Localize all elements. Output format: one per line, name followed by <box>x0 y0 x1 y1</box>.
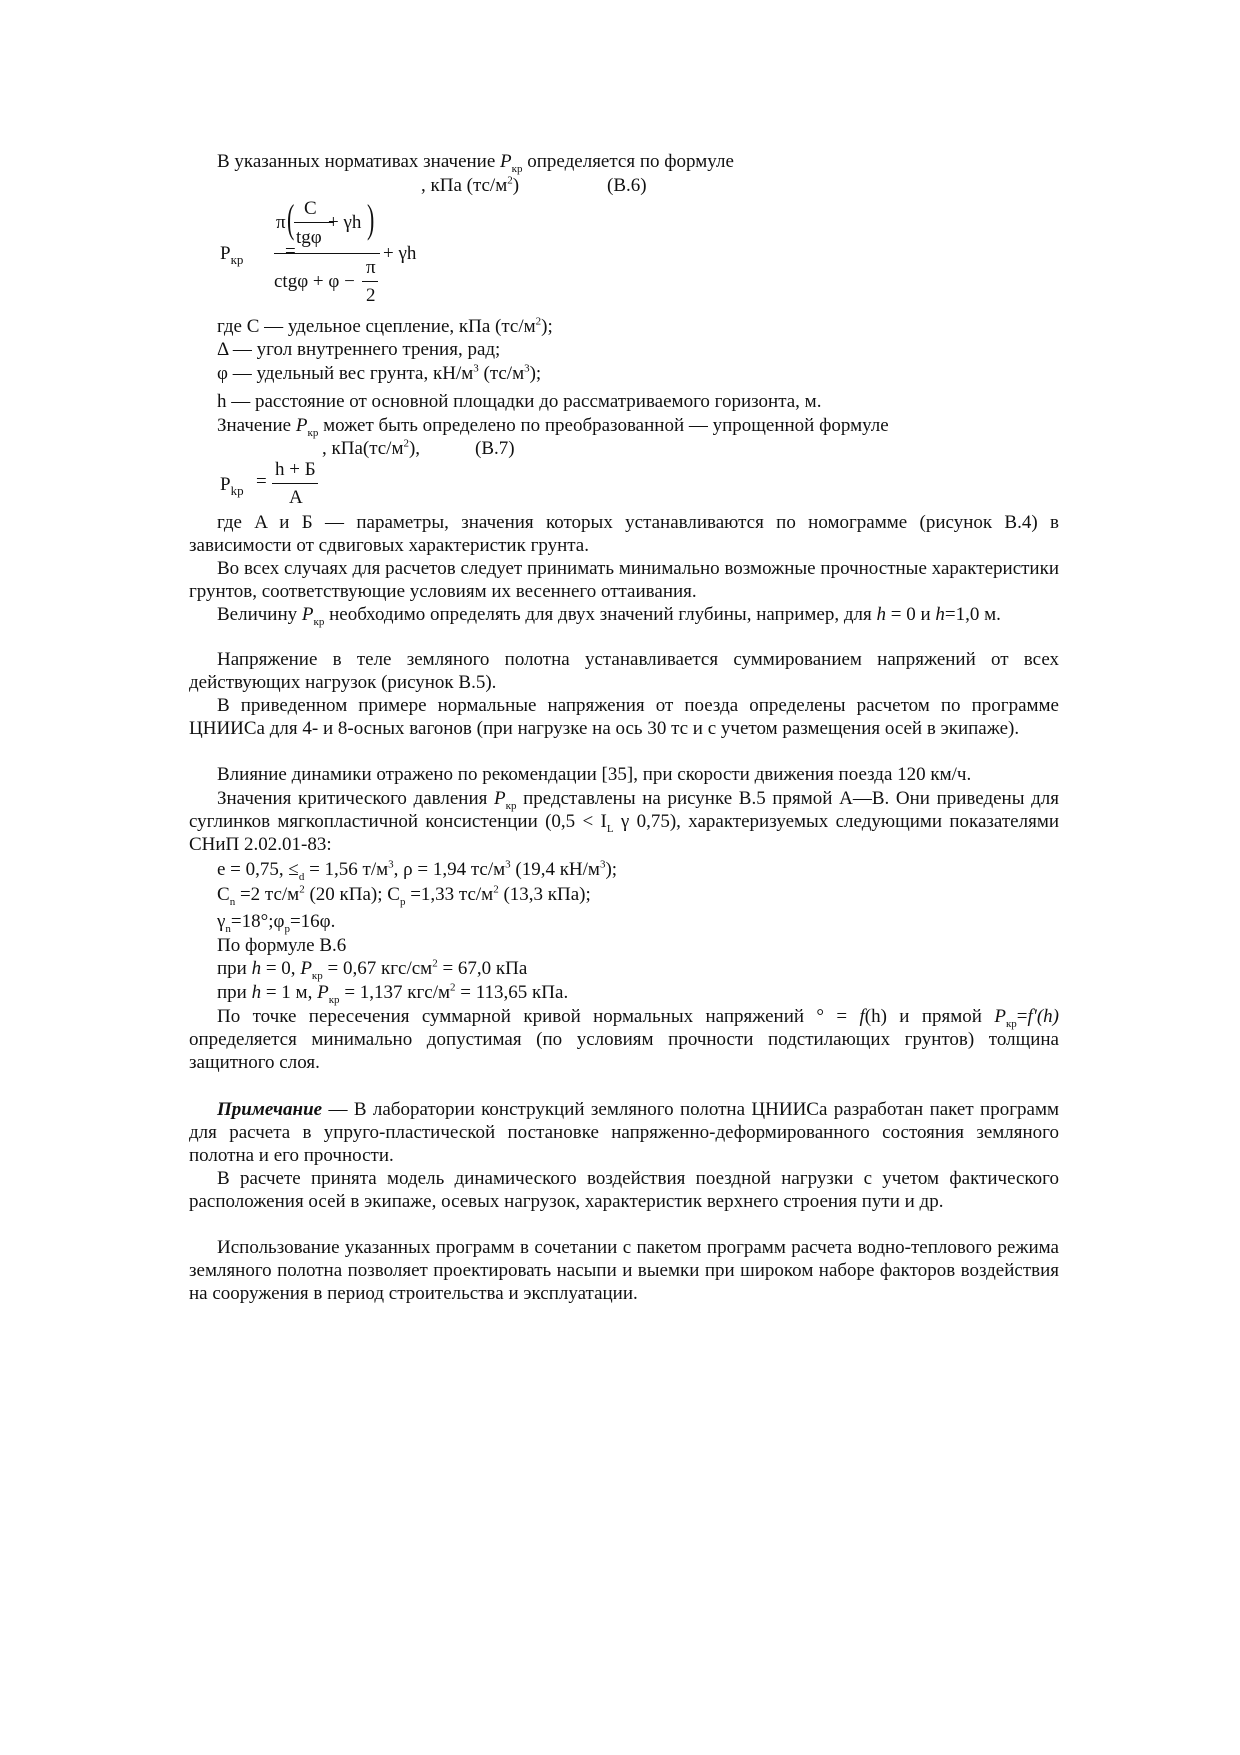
formula-pi: π <box>276 212 286 233</box>
paren-close: ) <box>367 196 375 241</box>
text-run: В указанных нормативах значение <box>217 151 501 172</box>
values-line-3: $\gamma_n=18^\circ;\varphi_p=16\varphi$. <box>217 911 336 935</box>
definition-phi: φ — удельный вес грунта, $кН/м^3$ $(тс/м^3)$; <box>217 362 542 384</box>
definition-c: где C — удельное сцепление, кПа $(тс/м^2)$; <box>217 315 553 337</box>
formula-tg: tgφ <box>296 227 322 248</box>
paren-open: ( <box>287 196 295 241</box>
values-line-1: e = 0,75, $\le_d = 1,56$ $т/м^3$, ρ = 1,94 $тс/м^3$ (19,4 $кН/м^3$); <box>217 858 618 883</box>
paragraph-programs: Использование указанных программ в сочетании с пакетом программ расчета водно-теплового режима земляного полотна позволяет проектировать насыпи и выемки при широком наборе факторов воздействия на сооружения в период строительства и эксплуатации. <box>189 1237 1059 1304</box>
formula-c: C <box>304 198 317 219</box>
paragraph-intersection: По точке пересечения суммарной кривой нормальных напряжений ° = f(h) и прямой $P_{кр}=f'(h)$ определяется минимально допустимая (по условиям прочности подстилающих грунтов) толщина защитного слоя. <box>189 1006 1060 1073</box>
formula-denominator: A <box>289 487 303 508</box>
formula-equals: = <box>285 241 296 262</box>
small-fraction-bar <box>362 281 378 282</box>
formula-ctg: ctgφ + φ − <box>274 271 355 292</box>
note-label: Примечание <box>217 1099 323 1120</box>
formula-plus-gh: + γh <box>328 212 362 233</box>
formula-numerator: h + Б <box>275 459 316 480</box>
text-run: определяется по формуле <box>522 151 734 172</box>
paragraph-example: В приведенном примере нормальные напряжения от поезда определены расчетом по программе ЦНИИСа для 4- и 8-осных вагонов (при нагрузке на ось 30 тс и с учетом размещения осей в экипаже). <box>189 695 1059 739</box>
paragraph-stress: Напряжение в теле земляного полотна устанавливается суммированием напряжений от всех действующих нагрузок (рисунок В.5). <box>189 649 1059 693</box>
values-line-6: при h = 1 м, $P_{кр} = 1,137$ кгс/$м^2 = 113,65$ кПа. <box>217 981 569 1006</box>
fraction-bar <box>272 483 318 484</box>
symbol-p: P <box>500 151 512 172</box>
definition-delta: Δ — угол внутреннего трения, рад; <box>217 339 501 360</box>
paragraph-depth: Величину $P_{кр}$ необходимо определять для двух значений глубины, например, для h = 0 и h=1,0 м. <box>217 604 1001 628</box>
values-line-2: $C_n =2$ $тс/м^2$ (20 кПа); $C_p =1,33$ $тс/м^2$ (13,3 кПа); <box>217 883 591 908</box>
main-fraction-bar <box>274 253 380 254</box>
formula-lhs: $P_{кр}$ <box>220 243 244 267</box>
formula-equals: = <box>256 471 267 492</box>
eq2-number: (В.7) <box>475 438 515 459</box>
eq1-number: (В.6) <box>607 175 647 196</box>
eq2-units: , $кПа(тс/м^2)$, <box>322 437 421 459</box>
definition-h: h — расстояние от основной площадки до рассматриваемого горизонта, м. <box>217 391 822 412</box>
subscript: кр <box>511 162 523 175</box>
paragraph-model: В расчете принята модель динамического воздействия поездной нагрузки с учетом фактического расположения осей в экипаже, осевых нагрузок, характеристик верхнего строения пути и др. <box>189 1168 1059 1212</box>
formula-plus-gh-2: + γh <box>383 243 417 264</box>
values-line-4: По формуле В.6 <box>217 935 347 956</box>
eq1-units <box>421 175 519 197</box>
text-run: , кПа (тс/м <box>421 175 508 196</box>
simplified-line: Значение $P_{кр}$ может быть определено по преобразованной — упрощенной формуле <box>217 415 889 439</box>
paragraph-params: где A и Б — параметры, значения которых устанавливаются по номограмме (рисунок В.4) в зависимости от сдвиговых характеристик грунта. <box>189 512 1059 556</box>
formula-two: 2 <box>366 285 376 306</box>
values-line-5: при h = 0, $P_{кр} = 0,67$ кгс/$см^2 = 67,0$ кПа <box>217 957 528 982</box>
formula-lhs: $P_{kp}$ <box>220 474 244 498</box>
superscript: 2 <box>507 174 513 187</box>
paragraph-strength: Во всех случаях для расчетов следует принимать минимально возможные прочностные характеристики грунтов, соответствующие условиям их весеннего оттаивания. <box>189 558 1059 602</box>
paragraph-note: Примечание — В лаборатории конструкций земляного полотна ЦНИИСа разработан пакет программ для расчета в упруго-пластической постановке напряженно-деформированного состояния земляного полотна и его прочности. <box>189 1099 1059 1166</box>
text-run: ) <box>512 175 520 196</box>
intro-line <box>217 151 734 173</box>
paragraph-dynamics: Влияние динамики отражено по рекомендации [35], при скорости движения поезда 120 км/ч. <box>217 764 972 785</box>
formula-pi-num: π <box>366 257 376 278</box>
paragraph-critical: Значения критического давления $P_{кр}$ представлены на рисунке В.5 прямой А—В. Они приведены для суглинков мягкопластичной консистенции ($0,5 < I_L$ γ 0,75), характеризуемых следующими показателями СНиП 2.02.01-83: <box>189 788 1060 855</box>
